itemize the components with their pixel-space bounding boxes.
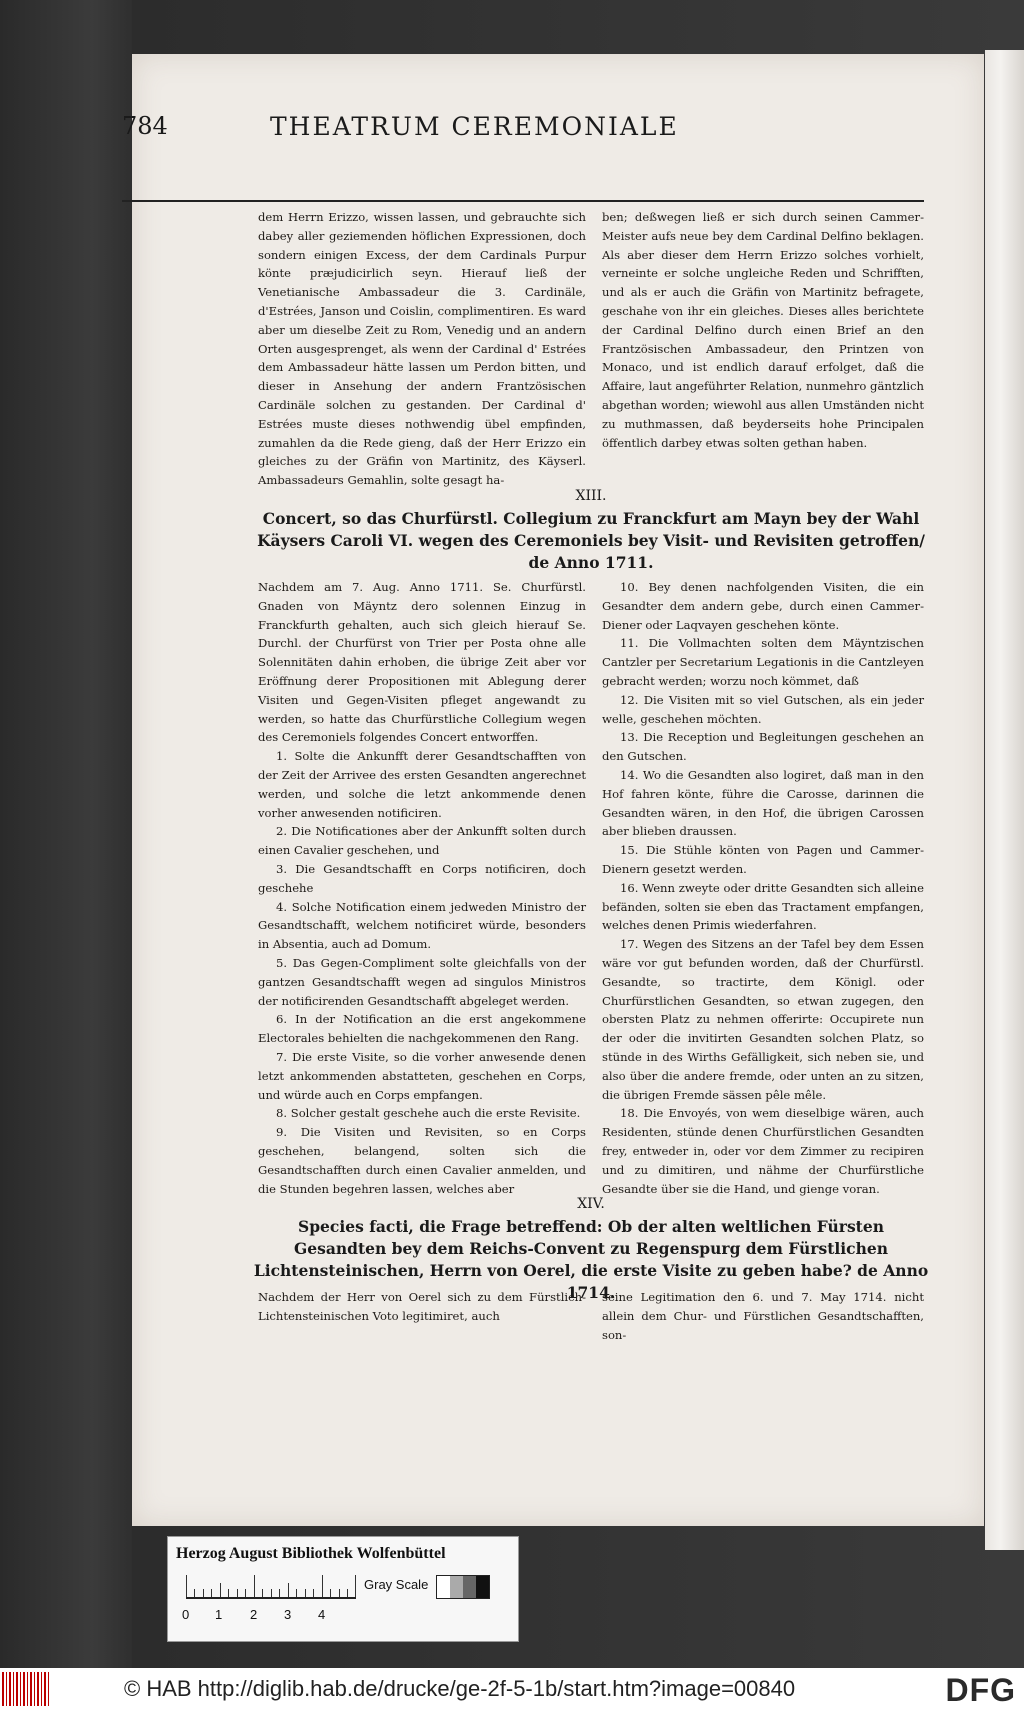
paragraph: 9. Die Visiten und Revisiten, so en Corps geschehen, belangend, solten sich die Gesandtschafften durch einen Cavalier anmelden, und die Stunden begehren lassen, welches aber: [258, 1125, 586, 1196]
section-13-number: XIII.: [575, 488, 607, 504]
paragraph: 12. Die Visiten mit so viel Gutschen, als ein jeder welle, geschehen möchten.: [602, 692, 924, 726]
dfg-logo: DFG: [945, 1672, 1016, 1708]
header-rule: [122, 200, 924, 202]
section-13-title: Concert, so das Churfürstl. Collegium zu Franckfurt am Mayn bey der Wahl Käysers Caroli VI. wegen des Ceremoniels bey Visit- und Revisiten getroffen/ de Anno 1711.: [257, 509, 925, 572]
section-14-title: Species facti, die Frage betreffend: Ob der alten weltlichen Fürsten Gesandten bey dem Reichs-Convent zu Regenspurg dem Fürstlichen Lichtensteinischen, Herrn von Oerel, die erste Visite zu geben habe? de Anno 1714.: [253, 1217, 929, 1302]
paragraph: 10. Bey denen nachfolgenden Visiten, die ein Gesandter dem andern gebe, durch einen Cammer-Diener oder Laqvayen geschehen könte.: [602, 580, 924, 632]
scale-ruler: [186, 1575, 356, 1599]
scale-number: 2: [250, 1607, 258, 1622]
copyright-url[interactable]: © HAB http://diglib.hab.de/drucke/ge-2f-5-1b/start.htm?image=00840: [124, 1676, 796, 1701]
section-13-right-column: [602, 578, 924, 1198]
paragraph: Nachdem der Herr von Oerel sich zu dem Fürstlich-Lichtensteinischen Voto legitimiret, auch: [258, 1290, 586, 1323]
scale-number: 4: [318, 1607, 326, 1622]
paragraph: 6. In der Notification an die erst angekommene Electorales behielten die nachgekommenen den Rang.: [258, 1012, 586, 1046]
paragraph: 17. Wegen des Sitzens an der Tafel bey dem Essen wäre vor gut befunden worden, daß der Churfürstl. Gesandte, so tractirte, dem Königl. oder Churfürstlichen Gesandten, so etwan zugegen, den obersten Platz zu nehmen offerirte: Occupirete nun der oder die invitirten Gesandten solchen Platz, so stünde in des Wirths Gefälligkeit, sich neben sie, und also über die andere fremde, oder unten an zu sitzen, die übrigen Fremde sässen pêle mêle.: [602, 937, 924, 1102]
top-right-column: [602, 208, 924, 452]
section-14-number: XIV.: [577, 1196, 605, 1212]
gray-scale-label: Gray Scale: [364, 1577, 429, 1592]
top-right-text: ben; deßwegen ließ er sich durch seinen Cammer-Meister aufs neue bey dem Cardinal Delfino beklagen. Als aber dieser dem Herrn Erizzo solches vorhielt, verneinte er solche ungleiche Reden und Schrifften, und als er auch die Gräfin von Martinitz befragete, geschahe von ihr ein gleiches. Dieses alles berichtete der Cardinal Delfino durch einen Brief an den Frantzösischen Ambassadeur, den Printzen von Monaco, und ist endlich darauf erfolget, daß die Affaire, laut angeführter Relation, nunmehro gäntzlich abgethan worden; wiewohl aus allen Umständen nicht zu muthmassen, daß beyderseits hohe Principalen öffentlich darbey etwas solten gethan haben.: [602, 210, 924, 450]
barcode-icon: [2, 1672, 50, 1706]
paragraph: 8. Solcher gestalt geschehe auch die erste Revisite.: [276, 1106, 581, 1121]
section-14-right-column: [602, 1288, 924, 1344]
library-name: Herzog August Bibliothek Wolfenbüttel: [176, 1545, 446, 1562]
scale-number: 3: [284, 1607, 292, 1622]
paragraph: Nachdem am 7. Aug. Anno 1711. Se. Churfürstl. Gnaden von Mäyntz dero solennen Einzug in Franckfurth gehalten, auch sich gleich hierauf Se. Durchl. der Churfürst von Trier per Posta ohne alle Solennitäten dahin erhoben, die übrige Zeit aber vor Eröffnung derer Propositionen mit Ablegung derer Visiten und Gegen-Visiten pfleget angewandt zu werden, so hatte das Churfürstliche Collegium wegen des Ceremoniels folgendes Concert entworffen.: [258, 580, 586, 745]
paragraph: 11. Die Vollmachten solten dem Mäyntzischen Cantzler per Secretarium Legationis in die Cantzleyen gebracht werden; worzu noch kömmet, daß: [602, 636, 924, 688]
paragraph: 7. Die erste Visite, so die vorher anwesende denen letzt ankommenden abstatteten, geschehen en Corps, und würde auch en Corps empfangen.: [258, 1049, 586, 1102]
paragraph: 5. Das Gegen-Compliment solte gleichfalls von der gantzen Gesandtschafft wegen ad singulos Ministros der notificirenden Gesandtschafft abgeleget werden.: [258, 955, 586, 1008]
scale-number: 0: [182, 1607, 190, 1622]
book-spine: [0, 0, 132, 1668]
running-title: THEATRUM CEREMONIALE: [270, 112, 679, 141]
paragraph: 1. Solte die Ankunfft derer Gesandtschafften von der Zeit der Arrivee des ersten Gesandten angerechnet werden, und solche die letzt ankommende denen vorher anwesenden notificiren.: [258, 749, 586, 820]
paragraph: 14. Wo die Gesandten also logiret, daß man in den Hof fahren könte, führe die Carosse, darinnen die Gesandten wären, in den Hof, die übrigen Carossen aber blieben draussen.: [602, 767, 924, 839]
top-left-column: [258, 208, 586, 490]
page-header: [122, 112, 924, 196]
paragraph: 15. Die Stühle könten von Pagen und Cammer-Dienern gesetzt werden.: [602, 843, 924, 876]
paragraph: 13. Die Reception und Begleitungen geschehen an den Gutschen.: [602, 730, 924, 764]
paragraph: seine Legitimation den 6. und 7. May 1714. nicht allein dem Chur- und Fürstlichen Gesandtschafften, son-: [602, 1290, 924, 1342]
paragraph: 16. Wenn zweyte oder dritte Gesandten sich alleine befänden, solten sie eben das Tractament empfangen, welches denen Primis wiederfahren.: [602, 880, 924, 933]
footer-bar: [0, 1668, 1024, 1710]
gray-scale-swatch: [436, 1575, 490, 1599]
page-edge: [985, 50, 1024, 1550]
paragraph: 4. Solche Notification einem jedweden Ministro der Gesandtschafft, welchem notificiret würde, besonders in Absentia, auch ad Domum.: [258, 899, 586, 952]
paragraph: 3. Die Gesandtschafft en Corps notificiren, doch geschehe: [258, 861, 586, 895]
paragraph: 18. Die Envoyés, von wem dieselbige wären, auch Residenten, stünde denen Churfürstlichen Gesandten frey, entweder in, oder vor dem Zimmer zu recipiren und zu dimitiren, und nähme der Churfürstliche Gesandte über sie die Hand, und gienge voran.: [602, 1106, 924, 1196]
page-number: 784: [122, 112, 168, 140]
section-13-left-column: [258, 578, 586, 1198]
scale-number: 1: [215, 1607, 223, 1622]
paragraph: 2. Die Notificationes aber der Ankunfft solten durch einen Cavalier geschehen, und: [258, 824, 586, 858]
section-14-left-column: [258, 1288, 586, 1326]
top-left-text: dem Herrn Erizzo, wissen lassen, und gebrauchte sich dabey aller geziemenden höflichen Expressionen, doch sondern einigen Excess, der dem Cardinals Purpur könte præjudicirlich seyn. Hierauf ließ der Venetianische Ambassadeur die 3. Cardinäle, d'Estrées, Janson und Coislin, complimentiren. Es ward aber um dieselbe Zeit zu Rom, Venedig und an andern Orten ausgesprenget, als wenn der Cardinal d' Estrées dem Ambassadeur hätte lassen um Perdon bitten, und dieser in Ansehung der andern Frantzösischen Cardinäle solchen zu gestanden. Der Cardinal d' Estrées muste dieses nothwendig übel empfinden, zumahlen da die Rede gieng, daß der Herr Erizzo ein gleiches zu der Gräfin von Martinitz, des Käyserl. Ambassadeurs Gemahlin, solte gesagt ha-: [258, 210, 586, 488]
library-label: [167, 1536, 519, 1642]
